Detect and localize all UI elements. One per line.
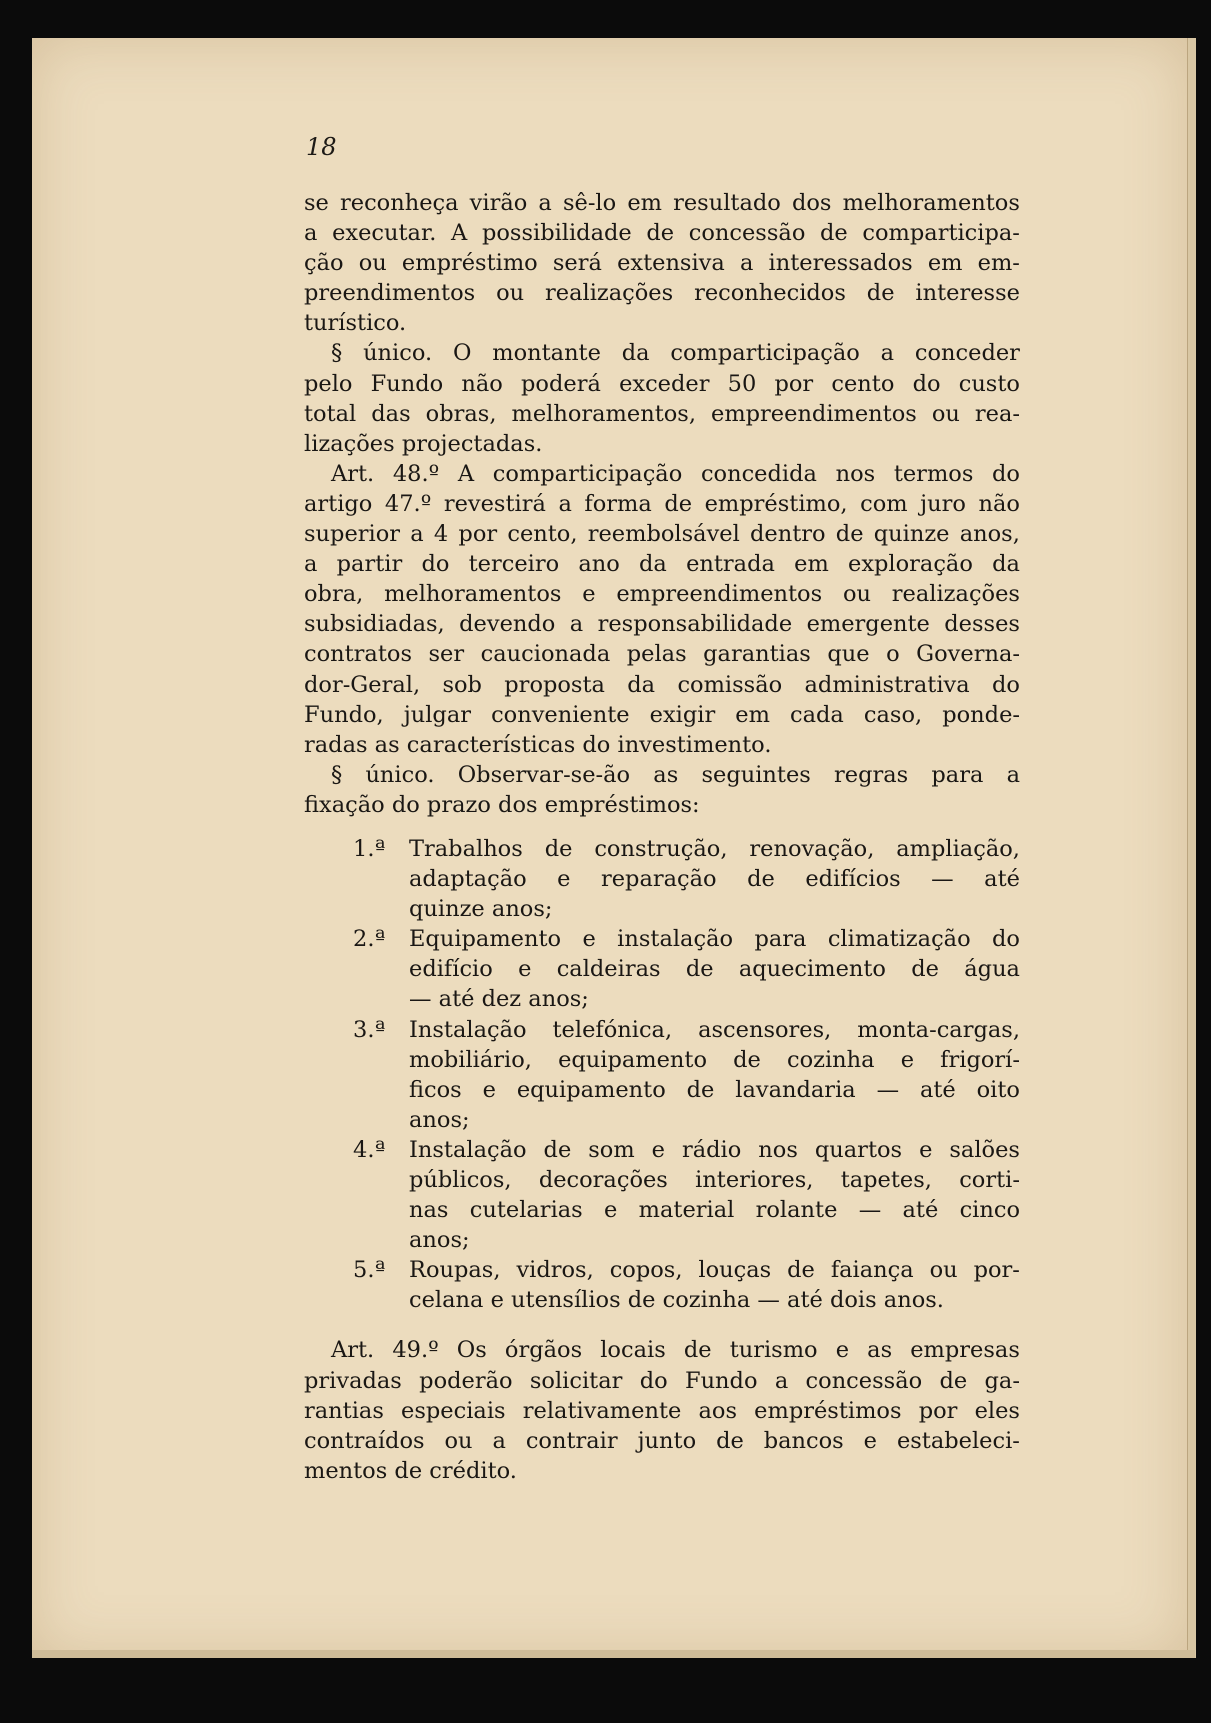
- text-line: — até dez anos;: [409, 986, 589, 1013]
- list-item: [353, 1015, 1020, 1135]
- text-line: radas as características do investimento.: [304, 731, 772, 758]
- list-item: [353, 1135, 1020, 1255]
- text-line: superior a 4 por cento, reembolsável dentro de quinze anos,: [304, 521, 1020, 548]
- text-line: Fundo, julgar conveniente exigir em cada caso, ponde-: [304, 701, 1020, 728]
- paragraph-single-rule: [304, 760, 1020, 820]
- list-marker: 5.ª: [353, 1257, 386, 1284]
- text-line: anos;: [409, 1227, 470, 1254]
- text-line: § único. Observar-se-ão as seguintes regras para a: [331, 761, 1020, 788]
- text-line: contraídos ou a contrair junto de bancos e estabeleci-: [304, 1427, 1020, 1454]
- text-line: a partir do terceiro ano da entrada em exploração da: [304, 551, 1020, 578]
- text-line: adaptação e reparação de edifícios — até: [409, 866, 1020, 893]
- list-item: [353, 834, 1020, 924]
- text-line: preendimentos ou realizações reconhecidos de interesse: [304, 280, 1020, 307]
- text-line: Art. 48.º A comparticipação concedida nos termos do: [331, 460, 1020, 487]
- paragraph-2: [304, 338, 1020, 458]
- text-line: Trabalhos de construção, renovação, ampliação,: [409, 835, 1020, 862]
- list-item: [353, 924, 1020, 1014]
- text-line: dor-Geral, sob proposta da comissão administrativa do: [304, 671, 1020, 698]
- text-line: artigo 47.º revestirá a forma de empréstimo, com juro não: [304, 490, 1020, 517]
- list-item: [353, 1255, 1020, 1315]
- paragraph-article-49: [304, 1335, 1020, 1485]
- text-line: ficos e equipamento de lavandaria — até oito: [409, 1076, 1020, 1103]
- text-line: Instalação telefónica, ascensores, monta-cargas,: [409, 1016, 1020, 1043]
- list-marker: 3.ª: [353, 1016, 386, 1043]
- text-line: quinze anos;: [409, 896, 553, 923]
- text-line: anos;: [409, 1106, 470, 1133]
- text-line: Equipamento e instalação para climatização do: [409, 926, 1020, 953]
- text-line: nas cutelarias e material rolante — até cinco: [409, 1197, 1020, 1224]
- text-line: Roupas, vidros, copos, louças de faiança ou por-: [409, 1257, 1020, 1284]
- text-line: públicos, decorações interiores, tapetes, corti-: [409, 1167, 1020, 1193]
- text-line: contratos ser caucionada pelas garantias que o Governa-: [304, 641, 1020, 668]
- page-bottom-edge: [32, 1650, 1195, 1658]
- list-marker: 2.ª: [353, 926, 386, 953]
- text-line: obra, melhoramentos e empreendimentos ou realizações: [304, 581, 1020, 608]
- text-line: total das obras, melhoramentos, empreendimentos ou rea-: [304, 400, 1020, 427]
- list-marker: 4.ª: [353, 1136, 386, 1163]
- list-marker: 1.ª: [353, 835, 386, 862]
- paragraph-article-48: [304, 459, 1020, 760]
- text-line: Art. 49.º Os órgãos locais de turismo e as empresas: [331, 1337, 1020, 1364]
- text-line: Instalação de som e rádio nos quartos e salões: [409, 1136, 1020, 1163]
- body-text: [304, 188, 1020, 1486]
- text-line: rantias especiais relativamente aos empréstimos por eles: [304, 1397, 1020, 1424]
- text-line: lizações projectadas.: [304, 430, 543, 457]
- paragraph-1: [304, 188, 1020, 338]
- text-line: celana e utensílios de cozinha — até dois anos.: [409, 1287, 944, 1314]
- text-line: privadas poderão solicitar do Fundo a concessão de ga-: [304, 1367, 1020, 1394]
- text-line: ção ou empréstimo será extensiva a interessados em em-: [304, 250, 1020, 277]
- page-edge: [1187, 38, 1196, 1658]
- text-line: subsidiadas, devendo a responsabilidade emergente desses: [304, 611, 1020, 638]
- text-line: fixação do prazo dos empréstimos:: [304, 791, 700, 818]
- text-line: mentos de crédito.: [304, 1457, 517, 1484]
- text-line: mobiliário, equipamento de cozinha e frigorí-: [409, 1046, 1020, 1073]
- text-line: turístico.: [304, 310, 407, 337]
- text-line: se reconheça virão a sê-lo em resultado dos melhoramentos: [304, 190, 1020, 216]
- page-number: 18: [306, 133, 337, 161]
- text-line: edifício e caldeiras de aquecimento de água: [409, 956, 1020, 983]
- text-line: § único. O montante da comparticipação a conceder: [331, 340, 1020, 367]
- text-line: pelo Fundo não poderá exceder 50 por cento do custo: [304, 370, 1020, 397]
- text-line: a executar. A possibilidade de concessão de comparticipa-: [304, 220, 1020, 247]
